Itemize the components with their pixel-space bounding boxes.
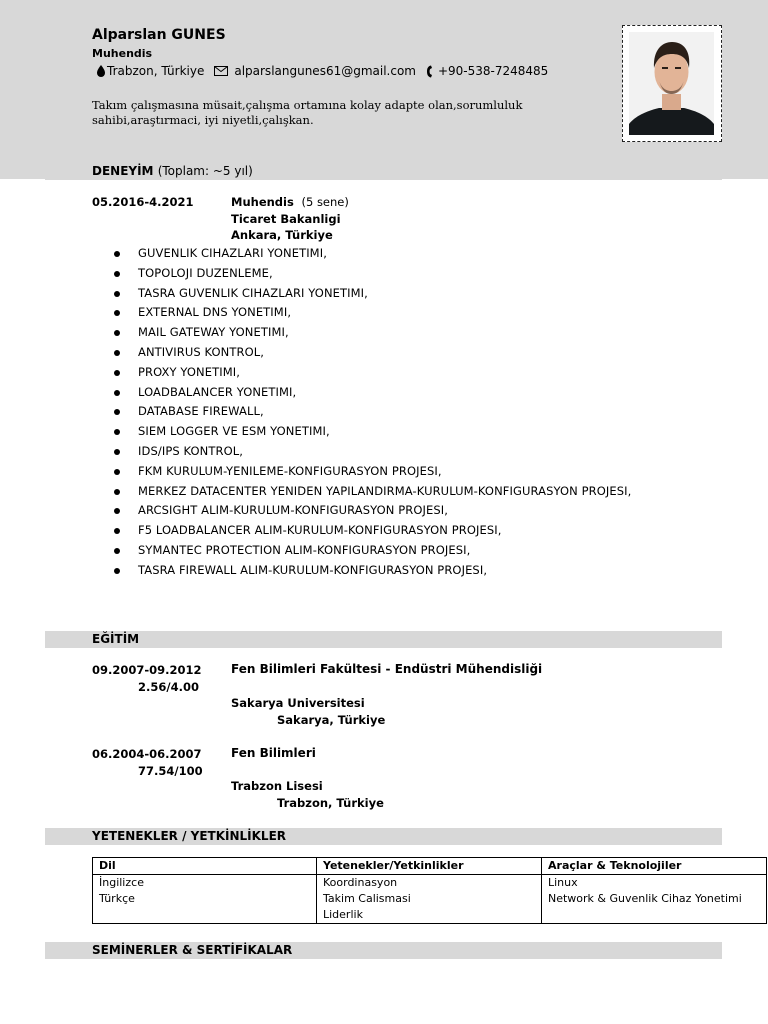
education-program: Fen Bilimleri Fakültesi - Endüstri Mühendisliği [231, 662, 543, 676]
education-program: Fen Bilimleri [231, 746, 316, 760]
bullet-dot [114, 350, 120, 356]
list-item-text: FKM KURULUM-YENILEME-KONFIGURASYON PROJESI, [138, 463, 442, 478]
bullet-dot [114, 429, 120, 435]
list-item [114, 284, 634, 304]
list-item-text: F5 LOADBALANCER ALIM-KURULUM-KONFIGURASYON PROJESI, [138, 523, 502, 538]
bullet-dot [114, 489, 120, 495]
list-item [114, 462, 634, 482]
bullet-dot [114, 330, 120, 336]
candidate-name: Alparslan GUNES [92, 27, 226, 43]
table-header-cell: Yetenekler/Yetkinlikler [317, 858, 542, 875]
experience-employer: Ticaret Bakanligi [231, 212, 341, 226]
list-item-text: SYMANTEC PROTECTION ALIM-KONFIGURASYON PROJESI, [138, 542, 471, 557]
contact-line [97, 64, 548, 78]
skills-table [92, 857, 767, 924]
list-item [114, 244, 634, 264]
list-item [114, 363, 634, 383]
list-item [114, 561, 634, 581]
profile-photo-frame [622, 25, 722, 142]
bullet-dot [114, 548, 120, 554]
list-item-text: LOADBALANCER YONETIMI, [138, 384, 297, 399]
bullet-dot [114, 528, 120, 534]
bullet-dot [114, 310, 120, 316]
education-dates: 06.2004-06.2007 [92, 747, 202, 761]
list-item [114, 541, 634, 561]
list-item [114, 402, 634, 422]
candidate-title: Muhendis [92, 47, 153, 60]
languages-cell [93, 875, 317, 924]
list-item-text: SIEM LOGGER VE ESM YONETIMI, [138, 424, 330, 439]
pin-icon [97, 65, 105, 77]
skills-heading: YETENEKLER / YETKİNLİKLER [92, 829, 287, 843]
envelope-icon [214, 66, 228, 76]
seminars-heading: SEMİNERLER & SERTİFİKALAR [92, 943, 293, 957]
experience-role-line [231, 195, 349, 209]
location-text: Trabzon, Türkiye [107, 64, 205, 78]
list-item-text: ANTIVIRUS KONTROL, [138, 344, 265, 359]
experience-role: Muhendis [231, 195, 294, 209]
ability-item: Takim Calismasi [323, 892, 411, 905]
education-grade: 2.56/4.00 [138, 680, 199, 694]
experience-heading [92, 164, 253, 178]
education-dates: 09.2007-09.2012 [92, 663, 202, 677]
list-item-text: TOPOLOJI DUZENLEME, [138, 265, 273, 280]
table-header-cell: Dil [93, 858, 317, 875]
bullet-dot [114, 291, 120, 297]
bullet-dot [114, 251, 120, 257]
tool-item: Linux [548, 876, 578, 889]
list-item-text: TASRA GUVENLIK CIHAZLARI YONETIMI, [138, 285, 368, 300]
experience-divider [45, 179, 722, 180]
education-location: Trabzon, Türkiye [277, 796, 384, 810]
bullet-dot [114, 449, 120, 455]
ability-item: Liderlik [323, 908, 363, 921]
experience-dates: 05.2016-4.2021 [92, 195, 194, 209]
bullet-dot [114, 370, 120, 376]
tools-cell [542, 875, 767, 924]
education-grade: 77.54/100 [138, 764, 203, 778]
education-school: Sakarya Universitesi [231, 696, 365, 710]
bullet-dot [114, 390, 120, 396]
phone-number[interactable]: +90-538-7248485 [437, 64, 549, 78]
education-bar [45, 631, 722, 648]
list-item [114, 422, 634, 442]
education-location: Sakarya, Türkiye [277, 713, 386, 727]
bullet-dot [114, 568, 120, 574]
education-heading: EĞİTİM [92, 632, 140, 646]
list-item [114, 323, 634, 343]
experience-duties-list [114, 244, 634, 581]
list-item-text: GUVENLIK CIHAZLARI YONETIMI, [138, 246, 327, 260]
list-item [114, 442, 634, 462]
list-item-text: TASRA FIREWALL ALIM-KURULUM-KONFIGURASYON PROJESI, [138, 562, 488, 577]
bullet-dot [114, 409, 120, 415]
language-item: İngilizce [99, 876, 144, 889]
bullet-dot [114, 508, 120, 514]
bullet-dot [114, 469, 120, 475]
list-item-text: MAIL GATEWAY YONETIMI, [138, 325, 289, 340]
list-item [114, 343, 634, 363]
table-header-row [93, 858, 767, 875]
profile-photo [629, 32, 714, 135]
list-item [114, 501, 634, 521]
table-row [93, 875, 767, 924]
phone-icon [426, 65, 433, 78]
list-item [114, 383, 634, 403]
email-link[interactable]: alparslangunes61@gmail.com [234, 64, 416, 78]
list-item-text: DATABASE FIREWALL, [138, 404, 264, 419]
experience-heading-text: DENEYİM [92, 164, 154, 178]
list-item [114, 521, 634, 541]
experience-total: (Toplam: ~5 yıl) [157, 164, 253, 178]
list-item [114, 264, 634, 284]
list-item-text: PROXY YONETIMI, [138, 364, 241, 379]
tool-item: Network & Guvenlik Cihaz Yonetimi [548, 892, 742, 905]
bullet-dot [114, 271, 120, 277]
list-item [114, 482, 634, 502]
language-item: Türkçe [99, 892, 135, 905]
profile-summary: Takım çalışmasına müsait,çalışma ortamına kolay adapte olan,sorumluluk sahibi,araştırmaci, iyi niyetli,çalışkan. [92, 98, 523, 127]
abilities-cell [317, 875, 542, 924]
list-item [114, 303, 634, 323]
list-item-text: ARCSIGHT ALIM-KURULUM-KONFIGURASYON PROJESI, [138, 503, 449, 518]
list-item-text: EXTERNAL DNS YONETIMI, [138, 305, 292, 320]
education-school: Trabzon Lisesi [231, 779, 323, 793]
experience-location: Ankara, Türkiye [231, 228, 333, 242]
table-header-cell: Araçlar & Teknolojiler [542, 858, 767, 875]
ability-item: Koordinasyon [323, 876, 398, 889]
list-item-text: IDS/IPS KONTROL, [138, 443, 243, 458]
list-item-text: MERKEZ DATACENTER YENIDEN YAPILANDIRMA-KURULUM-KONFIGURASYON PROJESI, [138, 483, 632, 498]
experience-role-years: (5 sene) [301, 195, 349, 209]
